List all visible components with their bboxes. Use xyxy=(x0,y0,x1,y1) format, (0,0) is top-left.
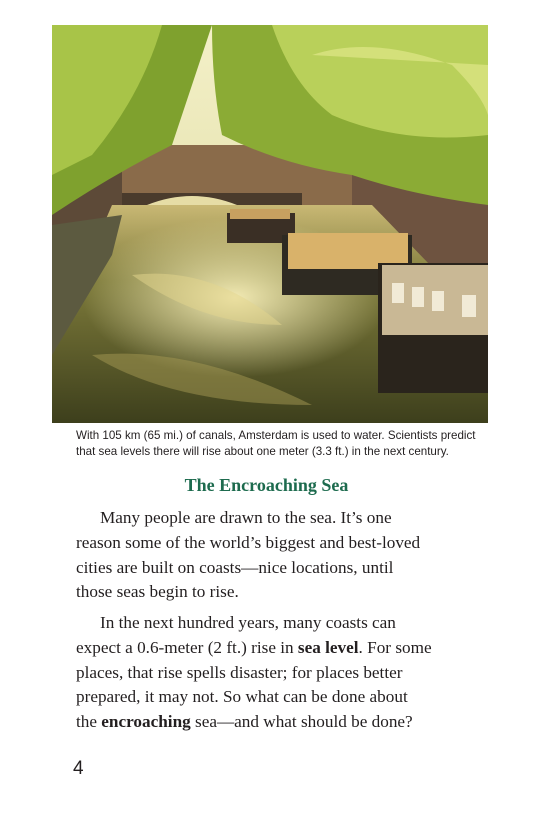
paragraph-1 xyxy=(76,506,496,605)
text-run: sea—and what should be done? xyxy=(190,712,413,732)
paragraph-line: In the next hundred years, many coasts can xyxy=(100,613,396,632)
paragraph-line: places, that rise spells disaster; for places better xyxy=(76,662,403,682)
amsterdam-canal-photo xyxy=(52,25,488,423)
canal-illustration xyxy=(52,25,488,423)
text-run: . For some xyxy=(358,637,432,657)
caption-line: that sea levels there will rise about one meter (3.3 ft.) in the next century. xyxy=(76,444,449,458)
text-run: the xyxy=(76,712,102,732)
section-heading: The Encroaching Sea xyxy=(184,475,349,495)
paragraph-line xyxy=(76,636,496,661)
paragraph-line xyxy=(76,710,496,735)
photo-caption xyxy=(76,428,496,459)
page-number: 4 xyxy=(73,758,84,779)
glossary-term-encroaching: encroaching xyxy=(101,712,191,732)
paragraph-line: Many people are drawn to the sea. It’s one xyxy=(100,508,392,527)
paragraph-line: those seas begin to rise. xyxy=(76,582,239,602)
caption-line: With 105 km (65 mi.) of canals, Amsterdam is used to water. Scientists predict xyxy=(76,429,476,442)
paragraph-line: cities are built on coasts—nice locations, until xyxy=(76,557,394,577)
paragraph-2 xyxy=(76,611,496,735)
text-run: expect a 0.6-meter (2 ft.) rise in xyxy=(76,637,298,657)
paragraph-line: reason some of the world’s biggest and best-loved xyxy=(76,532,421,552)
paragraph-line: prepared, it may not. So what can be done about xyxy=(76,687,408,707)
glossary-term-sea-level: sea level xyxy=(297,637,359,657)
